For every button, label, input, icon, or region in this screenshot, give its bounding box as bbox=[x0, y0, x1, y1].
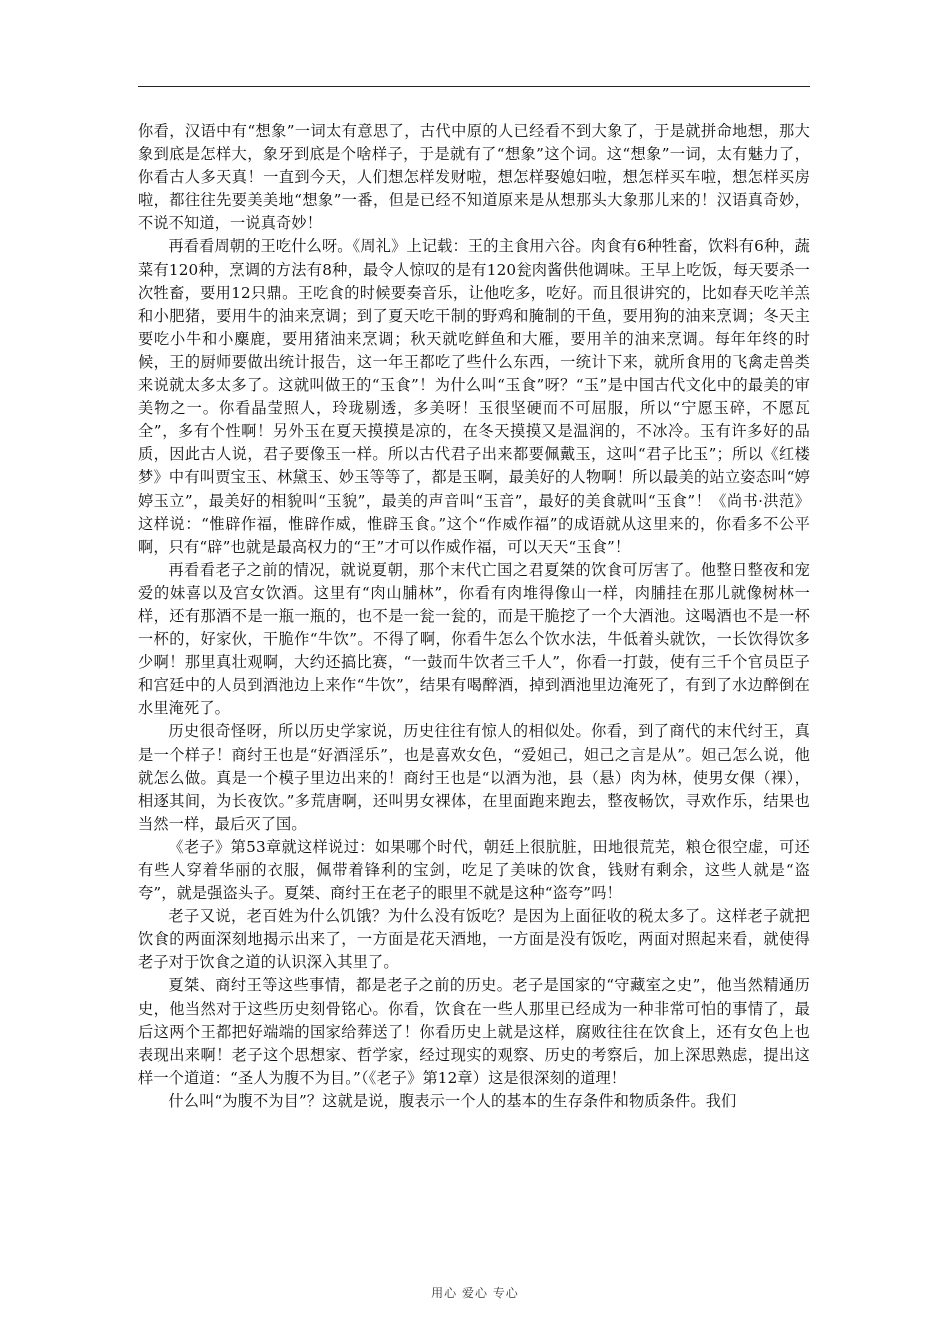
document-body bbox=[138, 120, 810, 1113]
paragraph-2: 再看看周朝的王吃什么呀。《周礼》上记载：王的主食用六谷。肉食有6种牲畜，饮料有6种，蔬菜有120种，烹调的方法有8种，最令人惊叹的是有120瓮肉酱供他调味。王早上吃饭，每天要杀一次牲畜，要用12只鼎。王吃食的时候要奏音乐，让他吃多，吃好。而且很讲究的，比如春天吃羊羔和小肥猪，要用牛的油来烹调；到了夏天吃干制的野鸡和腌制的干鱼，要用狗的油来烹调；冬天主要吃小牛和小麋鹿，要用猪油来烹调；秋天就吃鲜鱼和大雁，要用羊的油来烹调。每年年终的时候，王的厨师要做出统计报告，这一年王都吃了些什么东西，一统计下来，就所食用的飞禽走兽类来说就太多太多了。这就叫做王的“玉食”！为什么叫“玉食”呀？“玉”是中国古代文化中的最美的审美物之一。你看晶莹照人，玲珑剔透，多美呀！玉很坚硬而不可屈服，所以“宁愿玉碎，不愿瓦全”，多有个性啊！另外玉在夏天摸摸是凉的，在冬天摸摸又是温润的，不冰冷。玉有许多好的品质，因此古人说，君子要像玉一样。所以古代君子出来都要佩戴玉，这叫“君子比玉”；所以《红楼梦》中有叫贾宝玉、林黛玉、妙玉等等了，都是玉啊，最美好的人物啊！所以最美的站立姿态叫“婷婷玉立”，最美好的相貌叫“玉貌”，最美的声音叫“玉音”，最好的美食就叫“玉食”！《尚书·洪范》这样说：“惟辟作福，惟辟作威，惟辟玉食。”这个“作威作福”的成语就从这里来的，你看多不公平啊，只有“辟”也就是最高权力的“王”才可以作威作福，可以天天“玉食”！ bbox=[138, 237, 810, 556]
paragraph-5: 《老子》第53章就这样说过：如果哪个时代，朝廷上很肮脏，田地很荒芜，粮仓很空虚，可还有些人穿着华丽的衣服，佩带着锋利的宝剑，吃足了美味的饮食，钱财有剩余，这些人就是“盗夸”，就是强盗头子。夏桀、商纣王在老子的眼里不就是这种“盗夸”吗！ bbox=[138, 837, 810, 903]
paragraph-8: 什么叫“为腹不为目”？这就是说，腹表示一个人的基本的生存条件和物质条件。我们 bbox=[168, 1091, 737, 1110]
paragraph-1: 你看，汉语中有“想象”一词太有意思了，古代中原的人已经看不到大象了，于是就拼命地想，那大象到底是怎样大，象牙到底是个啥样子，于是就有了“想象”这个词。这“想象”一词，太有魅力了，你看古人多天真！一直到今天，人们想怎样发财啦，想怎样娶媳妇啦，想怎样买车啦，想怎样买房啦，都往往先要美美地“想象”一番，但是已经不知道原来是从想那头大象那儿来的！汉语真奇妙，不说不知道，一说真奇妙！ bbox=[138, 122, 810, 233]
paragraph-6: 老子又说，老百姓为什么饥饿？为什么没有饭吃？是因为上面征收的税太多了。这样老子就把饮食的两面深刻地揭示出来了，一方面是花天酒地，一方面是没有饭吃，两面对照起来看，就使得老子对于饮食之道的认识深入其里了。 bbox=[138, 907, 810, 972]
paragraph-4: 历史很奇怪呀，所以历史学家说，历史往往有惊人的相似处。你看，到了商代的末代纣王，真是一个样子！商纣王也是“好酒淫乐”，也是喜欢女色，“爱妲己，妲己之言是从”。妲己怎么说，他就怎么做。真是一个模子里边出来的！商纣王也是“以酒为池，县（悬）肉为林，使男女倮（裸），相逐其间，为长夜饮。”多荒唐啊，还叫男女裸体，在里面跑来跑去，整夜畅饮，寻欢作乐，结果也当然一样，最后灭了国。 bbox=[138, 722, 810, 833]
paragraph-3: 再看看老子之前的情况，就说夏朝，那个末代亡国之君夏桀的饮食可厉害了。他整日整夜和宠爱的妹喜以及宫女饮酒。这里有“肉山脯林”，你看有肉堆得像山一样，肉脯挂在那儿就像树林一样，还有那酒不是一瓶一瓶的，也不是一瓮一瓮的，而是干脆挖了一个大酒池。这喝酒也不是一杯一杯的，好家伙，干脆作“牛饮”。不得了啊，你看牛怎么个饮水法，牛低着头就饮，一长饮得饮多少啊！那里真壮观啊，大约还搞比赛，“一鼓而牛饮者三千人”，你看一打鼓，使有三千个官员臣子和宫廷中的人员到酒池边上来作“牛饮”，结果有喝醉酒，掉到酒池里边淹死了，有到了水边醉倒在水里淹死了。 bbox=[138, 560, 810, 718]
header-rule bbox=[138, 86, 810, 87]
page-footer: 用心 爱心 专心 bbox=[431, 1286, 519, 1300]
paragraph-7: 夏桀、商纣王等这些事情，都是老子之前的历史。老子是国家的“守藏室之史”，他当然精通历史，他当然对于这些历史刻骨铭心。你看，饮食在一些人那里已经成为一种非常可怕的事情了，最后这两个王都把好端端的国家给葬送了！你看历史上就是这样，腐败往往在饮食上，还有女色上也表现出来啊！老子这个思想家、哲学家，经过现实的观察、历史的考察后，加上深思熟虑，提出这样一个道道：“圣人为腹不为目。”（《老子》第12章）这是很深刻的道理！ bbox=[138, 976, 810, 1087]
